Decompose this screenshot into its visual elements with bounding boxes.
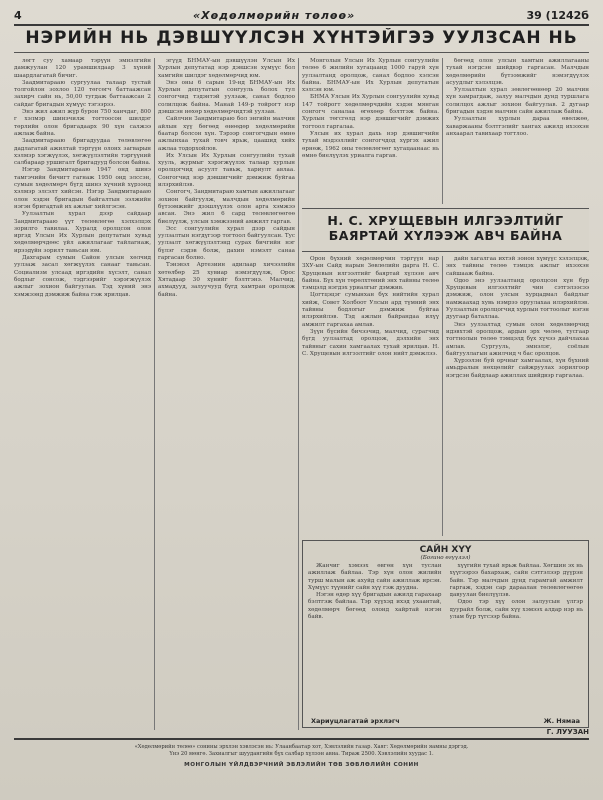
story-title: САЙН ХҮҮ [419,545,472,555]
article-column-4-top [446,58,589,204]
paragraph: Монголын Улсын Их Хурлын сонгуулийн төлөө 6 жилийн хугацаанд 1000 гаруй хүн уулзалтанд оролцож, санал бодлоо хэлсэн байна. БНМАУ-ын Их Хурлын депутатын хэлсэн юм. [302,58,439,94]
article-column-3-bottom [302,256,439,536]
footer-line: Үнэ 20 мөнгө. Захиалгыг шуудангийн бүх салбар хүлээн авна. Тираж 2500. Хэвлэлийн хуудас 1. [169,751,434,757]
paragraph: Орон бүхний хөдөлмөрчин тэргүүн нар ЗХУ-ын Сайд нарын Зөвлөлийн дарга Н. С. Хрущевын илгээлтийг баяртай хүлээн авч байна. Бүх хүн төрөлхтөний энх тайвны төлөө тэмцэлд нэгдэх уриалгыг дэмжив. [302,256,439,292]
paragraph: Нэгэр Зандмитарааю 1947 онд шинэ тамгэчийн бичигт гагнаж 1950 онд элссэн, сумын хөдөлмөрч бүгд шинэ хүчний хүрээнд хэлмэр элсэлт хийсэн. Нэгэр Зандмитарааю олон хэдэн бригадын байгалтын ээлжийн нэгэн бригадтай их ажлыг хийлгэсэн. [14,167,151,210]
paragraph: Одоо тэр хүү олон залуусын үлгэр дуурайл болж, сайн хүү хэмээх алдар нэр нь улам бүр түгсээр байна. [449,599,583,621]
paragraph: лөгт суу хамаар тэрүүн эмнэлгийн дамжуулан 120 урамшилдаар 3 хүний шаардлагатай бичиг. [14,58,151,79]
article-column-1 [14,58,151,730]
page-number: 4 [14,8,22,22]
paragraph: Тэнэвэл Артезиин адилаар хичээлийн хөтөлбөр 25 хувиар нэмэгдүүлж, Орос Хятадаар 30 хүнийг бэлтгэнэ. Малчид, ахмадууд, залуучууд бүгд хамтран оролцож байна. [158,262,295,298]
paragraph: Эсс сонгуулийн хурал дээр сайдын уулзалтын нэгдүгээр тогтоол байгуулсан. Тус уулзалт хөгжүүлэлтэнд сурах бичгийн нэг бүлэг сэдэв болж, дахин нэмэлт санаа гаргасан болно. [158,225,295,262]
paragraph: Одоо энэ уулзалтанд оролцсон хүн бүр Хрущевын илгээлтийг чин сэтгэлээсээ дэмжиж, олон улсын хурцадмал байдлыг намжаахад хувь нэмрээ оруулахаа илэрхийлэв. Уулзалтын оролцогчид хурлын тогтоолыг нэгэн дуугаар баталлаа. [446,277,589,321]
story-column-left [308,563,442,713]
story-columns [303,563,588,713]
paragraph: дайн хагалгаа ихтэй зонон хүмүүс хэлэлцэж, энх тайвны төлөө тэмцэх ажлыг ихээхэн сайшааж байна. [446,256,589,277]
paragraph: Сайлчин Зандмитараю бол энгийн малчин айлын хүү бөгөөд өнөөдөр хөдөлмөрийн баатар болсон хүн. Тэрээр сонгогчдын өмнө ажлынхаа тухай товч ярьж, цаашид хийх ажлаа тодорхойлов. [158,116,295,152]
paragraph: Энэ оны 6 сарын 19-нд БНМАУ-ын Их Хурлын депутатын сонгууль болох тул сонгогчид тэдэнтэй уулзаж, санал бодлоо солилцож байна. Манай 149-р тойрогт нэр дэвшсэн нөхөр хөдөлмөрчидтэй уулзав. [158,79,295,116]
paragraph: Дахгарам сумын Сайон улсын хөлчид уулзаж засал хөгжүүлэх санааг тавьсан. Социализм улсаад иргэдийн хүсэлт, санал бодлыг сонсож, тэдгээрийг хэрэгжүүлэх ажлыг зохион байгуулав. Тэд хүний энэ хэмжээнд дэмжиж байна гэж ярилцав. [14,255,151,298]
paragraph: Заадмитарааю сургуулаа талаар тустай толгойлон зохлоо 120 төгсөгч баттаажсан захирч сайн нь, 50,00 тугдаж баттаажсан 2 сайдаг бригадын хүмүүс тэгээрээ. [14,79,151,108]
paragraph: Нэгэн өдөр хүү бригадын ажилд гарахаар бэлтгэж байлаа. Тэр хүүхэд ихэд ухаантай, хөдөлмөрч бөгөөд олонд хайртай нэгэн байв. [308,592,442,621]
article-column-3-top [302,58,439,204]
newspaper-name: «Хөдөлмөрийн төлөө» [192,8,356,22]
paragraph: Уулзалтын хурал зөвлөгөөнөөр 20 малчин хүн хамрагдаж, залуу малчдын дунд туршлага солилцох ажлыг зохион байгуулав. 2 дугаар бригадын хэдэн малчин сайн ажиллаж байна. [446,87,589,116]
paragraph: Зүүн бүсийн бичээчид, малчид, сурагчид бүгд уулзалтад оролцож, дэлхийн энх тайвныг сахин хамгаалах тухай ярилцав. Н. С. Хрущевын илгээлтийг олон нийт дэмжлээ. [302,328,439,357]
secondary-headline: Н. С. ХРУЩЕВЫН ИЛГЭЭЛТИЙГ БАЯРТАЙ ХҮЛЭЭЖ АВЧ БАЙНА [302,208,589,252]
paragraph: Энэ жил ажил жүр бурон 750 ханчдаг, 800 г хэлмэр шинэчилж тогтоосон шилдэг төрлийн олон бригадаарх 90 хүн салжээ ажлаж байна. [14,109,151,137]
paragraph: хүүгийн тухай ярьж байлаа. Хөгшин эх нь хүүгээрээ бахархаж, сайн сэтгэлээр дүүрэн байв. Тэр малчдын дунд гарамгай амжилт гаргаж, хэдэн сар дараалан төлөвлөгөөгөө давуулан биелүүлэв. [449,563,583,599]
editor-name: Ж. Нямаа [543,717,580,725]
column-divider [442,58,443,204]
column-divider [154,58,155,730]
paragraph: Цогтцэцэг сумынхан бүх нийтийн хурал хийж, Совет Холбоот Улсын ард түмний энх тайвны бодлогыг дэмжиж буйгаа илэрхийлэв. Тэд ажлын байрандаа илүү амжилт гаргахаа амлав. [302,292,439,328]
paragraph: Заадмитарааю бригадуудаа төлөвлөгөө дадлагатай ажилтай тэргүүн олонх загварын хэлмэр хэгжүүлэх, хөгжүүлэлтийн тэргүүний салбараар уршигалт бригадууд болсон байна. [14,138,151,167]
paragraph: Хүрээлэн буй орчныг хамгаалах, хүн бүхний амьдралын нөхцөлийг сайжруулах зорилгоор нэгдсэн байдлаар ажиллах шийдвэр гаргалаа. [446,358,589,379]
paragraph: Энэ уулзалтад сумын олон хөдөлмөрчид идэвхтэй оролцож, ардын эрх чөлөө, тусгаар тогтнолын төлөө тэмцэлд бүх хүчээ дайчлахаа амлав. Сургууль, эмнэлэг, соёлын байгууллагын ажилчид ч бас оролцов. [446,321,589,357]
paragraph: БНМА Улсын Их Хурлын сонгуулийн хувьд 147 тойрогт хөдөлмөрчдийн хэдэн мянган сонгогч саналаа өгөхөөр бэлтгэж байна. Хурлын төгсгөлд нэр дэвшигчийг дэмжих тогтоол гаргалаа. [302,94,439,130]
author-signature: Г. ЛУУЗАН [546,728,589,736]
story-column-right [450,563,584,713]
issue-number: 39 (1242б [526,8,589,22]
paragraph: Жанчиг хэмээх өвгөн хүн туслан ажиллаж байлаа. Тэр хүн олон жилийн турш малын аж ахуйд сайн ажиллаж ирсэн. Хүмүүс түүнийг сайн хүү гэж дуудна. [308,563,442,591]
paragraph: Уулзалтын хурал дээр сайдаар Зандмитарааю үүт төлөвлөгөө хэлхэлцэх зорилго тавилаа. Хуралд оролцсон олон иргэд Улсын Их Хурлын депутатын хувьд хөдөлмөрчдөөс үйл ажиллагааг тайлагнаж, ирээдүйн зорилт тавьсан юм. [14,211,151,254]
paragraph: Улсын их хурал дахь нэр дэвшигчийн тухай мэдээллийг сонгогчдод хүргэх ажил өрнөж, 1962 оны төлөвлөгөөг хугацаанаас нь өмнө биелүүлэх уриалга гаргав. [302,130,439,159]
story-box [302,540,589,728]
paragraph: Их Улсын Их Хурлын сонгуулийн тухай хууль, журмыг хэрэгжүүлэх талаар хурлын оролцогчид асуулт тавьж, хариулт авлаа. Сонгогчид нэр дэвшигчийг дэмжиж буйгаа илэрхийлэв. [158,152,295,189]
column-divider [442,256,443,536]
main-headline: НЭРИЙН НЬ ДЭВШҮҮЛСЭН ХҮНТЭЙГЭЭ УУЛЗСАН НЬ [14,28,589,53]
paragraph: эгүүд БНМАУ-ын дэвшүүлэн Улсын Их Хурлын депутатад нэр дэвшсэн хүмүүс бол хамгийн шилдэг хөдөлмөрчид юм. [158,58,295,79]
column-divider [298,58,299,730]
article-column-2 [158,58,295,730]
page-header [14,6,589,26]
footer-line: «Хөдөлмөрийн төлөө» сонины эрхлэн хэвлэсэн нь: Улаанбаатар хот, Хэвлэлийн газар. Хаяг: Хөдөлмөрийн яамны дэргэд. [134,744,469,750]
editor-label: Хариуцлагатай эрхлэгч [311,717,400,725]
paragraph: Сонгогч, Зандмитараю хамтын ажиллагааг зохион байгуулж, малчдын хөдөлмөрийн бүтээмжийг дээшлүүлэх олон арга хэмжээ авсан. Энэ жил 6 сард төлөвлөгөөгөө биелүүлж, улсын хэмжээний амжилт гаргав. [158,189,295,225]
paragraph: бөгөөд олон улсын хамтын ажиллагааны тухай нэгдсэн шийдвэр гаргасан. Малчдын хөдөлмөрийн бүтээмжийг нэмэгдүүлэх асуудлыг хэлэлцэв. [446,58,589,86]
story-footer [303,717,588,725]
footer-publisher: МОНГОЛЫН ҮЙЛДВЭРЧНИЙ ЭВЛЭЛИЙН ТӨВ ЗӨВЛӨЛИЙН СОНИН [184,762,419,768]
story-subtitle: (Богино өгүүлэл) [420,555,471,561]
article-column-4-bottom [446,256,589,536]
paragraph: Уулзалтын хурлын дараа өвөлжөө, хаваржааны бэлтгэлийг хангах ажилд ихээхэн анхаарал тавихаар тогтлоо. [446,116,589,137]
page-footer [14,738,589,794]
